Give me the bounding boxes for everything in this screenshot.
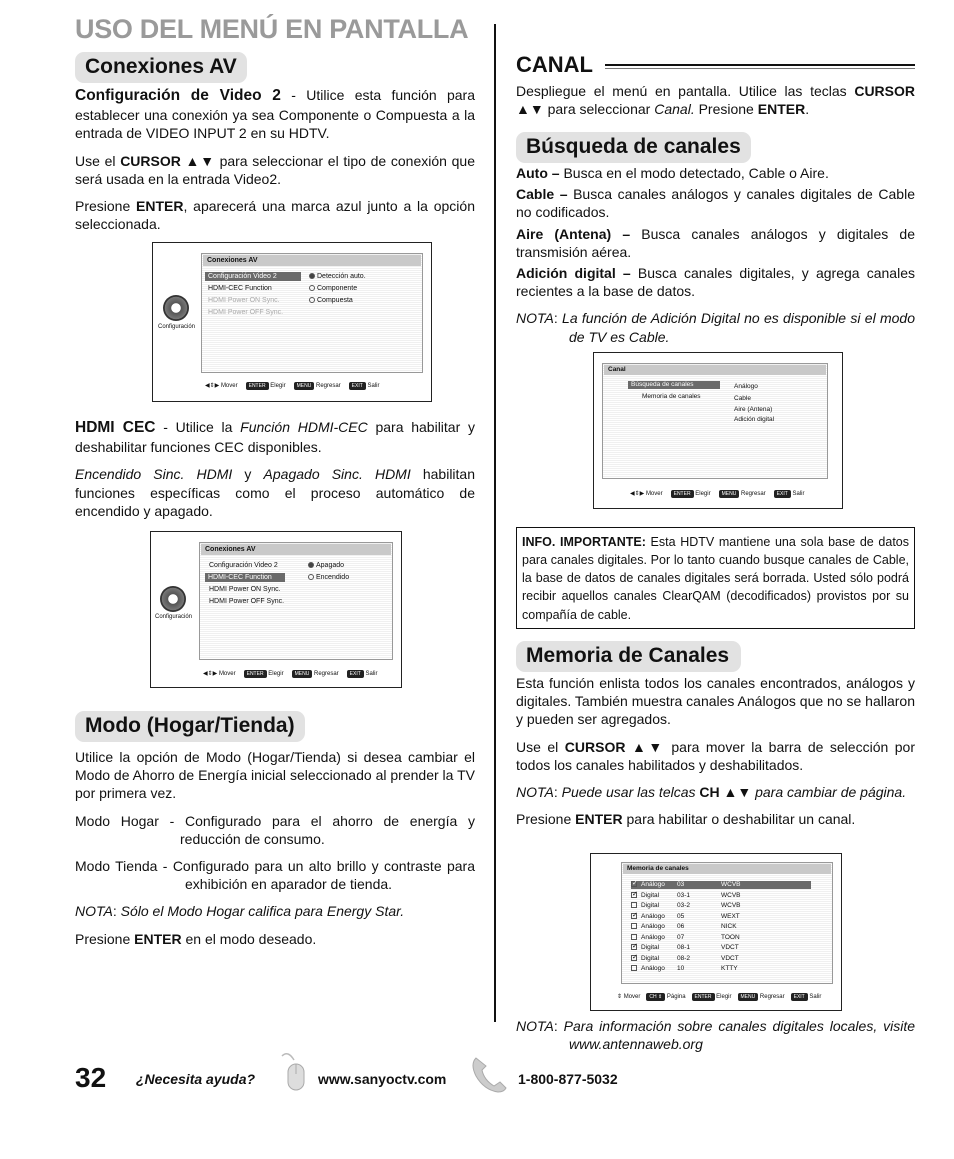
encendido-paragraph: Encendido Sinc. HDMI y Apagado Sinc. HDMI habilitan funciones específicas como el proceso automático de encendido y apagado. (75, 466, 476, 519)
modo-tienda: Modo Tienda - Configurado para un alto brillo y contraste para exhibición en aparador de tienda. (75, 857, 475, 893)
checkbox-icon[interactable]: ✓ (632, 953, 638, 961)
enter-paragraph: Presione ENTER, aparecerá una marca azul junto a la opción seleccionada. (75, 197, 475, 233)
aire-item: Aire (Antena) – Busca canales análogos y digitales de transmisión aérea. (516, 225, 915, 260)
checkbox-icon[interactable]: ✓ (632, 911, 638, 919)
cursor-paragraph: Use el CURSOR ▲▼ para seleccionar el tipo de conexión que será usada en la entrada Video2. (75, 152, 475, 187)
column-divider (494, 24, 496, 1022)
config-video2-paragraph: Configuración de Video 2 - Utilice esta función para establecer una conexión ya sea Componente o Compuesta a la entrada de VIDEO INPUT 2 en su HDTV. (75, 87, 475, 142)
footer-phone: 1-800-877-5032 (518, 1071, 618, 1087)
section-heading-canal: CANAL (516, 52, 593, 77)
memoria-cursor-paragraph: Use el CURSOR ▲▼ para mover la barra de selección por todos los canales habilitados y deshabilitados. (516, 738, 915, 773)
phone-icon (470, 1054, 510, 1096)
checkbox-icon[interactable] (631, 934, 637, 940)
section-heading-busqueda: Búsqueda de canales (516, 132, 751, 163)
adicion-item: Adición digital – Busca canales digitales, y agrega canales recientes a la base de datos. (516, 264, 915, 300)
checkbox-icon[interactable]: ✓ (632, 880, 638, 887)
nota-energy: NOTA: Sólo el Modo Hogar califica para Energy Star. (75, 903, 405, 920)
cable-item: Cable – Busca canales análogos y canales digitales de Cable no codificados. (516, 186, 915, 221)
channel-row[interactable]: Digital 03-2 WCVB (631, 902, 741, 910)
page-number: 32 (75, 1062, 107, 1093)
canal-rule (605, 64, 915, 69)
channel-row[interactable]: ✓ Digital 08-1 VDCT (632, 943, 739, 951)
gear-icon (163, 295, 189, 321)
channel-row[interactable]: Análogo 10 KTTY (631, 965, 738, 973)
section-heading-memoria: Memoria de Canales (516, 641, 741, 672)
presione-canal: Presione ENTER para habilitar o deshabilitar un canal. (516, 811, 856, 828)
info-importante-box: INFO. IMPORTANTE: Esta HDTV mantiene una sola base de datos para canales digitales. Por lo tanto cuando busque canales de Cable, la base de datos de canales digitales será borrada. Usted sólo podrá recibir aquellos canales ClearQAM (decodificados) provistos por su compañía de cable. (516, 527, 915, 629)
screen-memoria-canales: Memoria de canales ✓ Análogo 03 WCVB ✓ Digital 03-1 WCVB Digital 03-2 WCVB ✓ Análogo 05 WEXT Análogo 06 NICK Análogo 07 TOON ✓ Digital 08-1 VDCT ✓ Digital 08-2 VDCT Análogo 10 KTTY ⇕ Mover CH ⇕ Página ENTER Elegir MENU Regresar EXIT Salir (590, 853, 842, 1011)
checkbox-icon[interactable] (631, 965, 637, 971)
channel-row[interactable]: ✓ Análogo 05 WEXT (632, 911, 740, 920)
hdmi-cec-title: HDMI CEC (75, 419, 156, 436)
channel-row[interactable]: ✓ Digital 03-1 WCVB (632, 890, 741, 899)
checkbox-icon[interactable] (631, 902, 637, 908)
mouse-icon (280, 1052, 310, 1092)
nota-adicion: NOTA: La función de Adición Digital no es disponible si el modo de TV es Cable. (516, 310, 916, 345)
nota-ch: NOTA: Puede usar las telcas CH ▲▼ para cambiar de página. (516, 783, 907, 800)
page-title: USO DEL MENÚ EN PANTALLA (75, 14, 469, 44)
footer-help: ¿Necesita ayuda? (136, 1071, 256, 1087)
gear-icon (160, 586, 186, 612)
hdmi-cec-paragraph: HDMI CEC - Utilice la Función HDMI-CEC para habilitar y deshabilitar funciones CEC disponibles. (75, 419, 476, 456)
canal-paragraph: Despliegue el menú en pantalla. Utilice las teclas CURSOR ▲▼ para seleccionar Canal. Presione ENTER. (516, 83, 915, 118)
nota-final: NOTA: Para información sobre canales digitales locales, visite www.antennaweb.org (516, 1018, 916, 1053)
footer-website[interactable]: www.sanyoctv.com (318, 1071, 447, 1087)
modo-hogar: Modo Hogar - Configurado para el ahorro de energía y reducción de consumo. (75, 812, 475, 847)
channel-row[interactable]: Análogo 06 NICK (631, 923, 737, 931)
section-heading-conexiones-av: Conexiones AV (75, 52, 247, 83)
presione-modo: Presione ENTER en el modo deseado. (75, 930, 317, 947)
screen-conexiones-av-hdmi-cec: Conexiones AV Configuración Video 2 HDMI-CEC Function HDMI Power ON Sync. HDMI Power OFF Sync. Apagado Encendido Configuración ◀⇕▶ Mover ENTER Elegir MENU Regresar EXIT Salir (150, 531, 402, 688)
config-video2-title: Configuración de Video 2 (75, 87, 281, 104)
channel-row[interactable]: ✓ Análogo 03 WCVB (631, 881, 811, 889)
screen-conexiones-av-video2: Conexiones AV Configuración Video 2 HDMI-CEC Function HDMI Power ON Sync. HDMI Power OFF Sync. Detección auto. Componente Compuesta Configuración ◀⇕▶ Mover ENTER Elegir MENU Regresar EXIT Salir (152, 242, 432, 402)
checkbox-icon[interactable] (631, 923, 637, 929)
channel-row[interactable]: ✓ Digital 08-2 VDCT (632, 953, 739, 962)
checkbox-icon[interactable]: ✓ (632, 890, 638, 898)
section-heading-modo: Modo (Hogar/Tienda) (75, 711, 305, 742)
auto-item: Auto – Busca en el modo detectado, Cable o Aire. (516, 165, 829, 181)
screen-canal: Canal Búsqueda de canales Memoria de canales Análogo Cable Aire (Antena) Adición digital ◀⇕▶ Mover ENTER Elegir MENU Regresar EXIT Salir (593, 352, 843, 509)
modo-paragraph: Utilice la opción de Modo (Hogar/Tienda) si desea cambiar el Modo de Ahorro de Energía inicial seleccionado al prender la TV por primera vez. (75, 749, 475, 802)
memoria-paragraph: Esta función enlista todos los canales encontrados, análogos y digitales. También muestra canales Análogos que no se hallaron y pueden ser agregados. (516, 675, 915, 728)
checkbox-icon[interactable]: ✓ (632, 943, 638, 950)
channel-row[interactable]: Análogo 07 TOON (631, 934, 740, 942)
